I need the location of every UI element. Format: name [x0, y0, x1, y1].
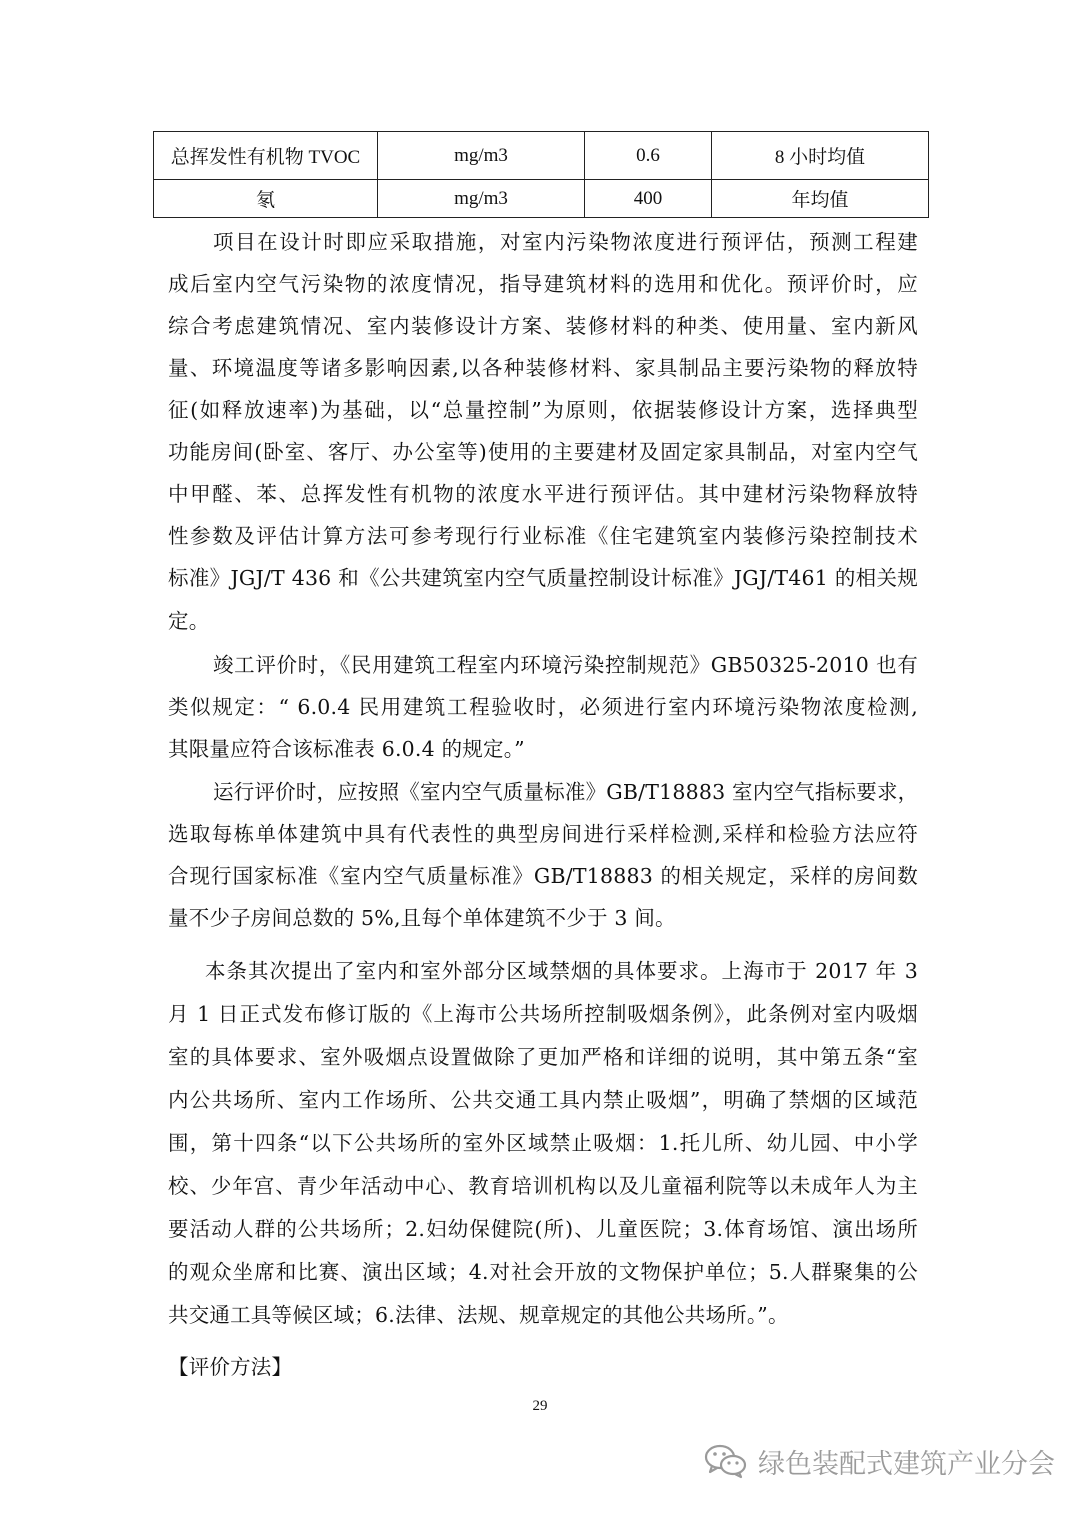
text-line: 的观众坐席和比赛、演出区域；4.对社会开放的文物保护单位；5.人群聚集的公	[168, 1260, 918, 1284]
watermark	[704, 1436, 1055, 1486]
text-line: 综合考虑建筑情况、室内装修设计方案、装修材料的种类、使用量、室内新风	[168, 314, 918, 338]
text-line: 其限量应符合该标准表 6.0.4 的规定。”	[168, 737, 525, 761]
table-cell: 8 小时均值	[712, 132, 929, 180]
text-line: 功能房间(卧室、客厅、办公室等)使用的主要建材及固定家具制品，对室内空气	[168, 440, 918, 464]
table-cell: 氡	[154, 180, 378, 218]
text-line: 性参数及评估计算方法可参考现行行业标准《住宅建筑室内装修污染控制技术	[168, 524, 918, 548]
table-cell: 总挥发性有机物 TVOC	[154, 132, 378, 180]
text-line: 要活动人群的公共场所；2.妇幼保健院(所)、儿童医院；3.体育场馆、演出场所	[168, 1217, 918, 1241]
table-cell: 年均值	[712, 180, 929, 218]
wechat-icon	[704, 1443, 748, 1479]
text-line: 量不少子房间总数的 5%,且每个单体建筑不少于 3 间。	[168, 906, 676, 930]
text-line: 成后室内空气污染物的浓度情况，指导建筑材料的选用和优化。预评价时，应	[168, 272, 918, 296]
table-cell: 400	[585, 180, 712, 218]
text-line: 共交通工具等候区域；6.法律、法规、规章规定的其他公共场所。”。	[168, 1303, 789, 1327]
text-line: 标准》JGJ/T 436 和《公共建筑室内空气质量控制设计标准》JGJ/T461 的相关规	[168, 566, 918, 590]
text-line: 选取每栋单体建筑中具有代表性的典型房间进行采样检测,采样和检验方法应符	[168, 822, 918, 846]
table-cell: mg/m3	[378, 180, 585, 218]
text-line: 中甲醛、苯、总挥发性有机物的浓度水平进行预评估。其中建材污染物释放特	[168, 482, 918, 506]
table-row	[154, 132, 929, 180]
text-line: 校、少年宫、青少年活动中心、教育培训机构以及儿童福利院等以未成年人为主	[168, 1174, 918, 1198]
text-line: 类似规定：“ 6.0.4 民用建筑工程验收时，必须进行室内环境污染物浓度检测,	[168, 695, 918, 719]
text-line: 量、环境温度等诸多影响因素,以各种装修材料、家具制品主要污染物的释放特	[168, 356, 918, 380]
table-cell: 0.6	[585, 132, 712, 180]
table-cell: mg/m3	[378, 132, 585, 180]
watermark-text: 绿色装配式建筑产业分会	[758, 1448, 1055, 1480]
text-line: 运行评价时，应按照《室内空气质量标准》GB/T18883 室内空气指标要求，	[213, 780, 918, 804]
table-row	[154, 180, 929, 218]
text-line: 定。	[168, 609, 210, 633]
text-line: 室的具体要求、室外吸烟点设置做除了更加严格和详细的说明，其中第五条“室	[168, 1045, 918, 1069]
section-heading: 【评价方法】	[168, 1355, 293, 1379]
pollutant-limit-table	[153, 131, 929, 218]
text-line: 月 1 日正式发布修订版的《上海市公共场所控制吸烟条例》，此条例对室内吸烟	[168, 1002, 918, 1026]
page-number: 29	[532, 1398, 548, 1414]
text-line: 竣工评价时，《民用建筑工程室内环境污染控制规范》GB50325-2010 也有	[213, 653, 918, 677]
text-line: 本条其次提出了室内和室外部分区域禁烟的具体要求。上海市于 2017 年 3	[205, 959, 918, 983]
text-line: 围，第十四条“以下公共场所的室外区域禁止吸烟：1.托儿所、幼儿园、中小学	[168, 1131, 918, 1155]
text-line: 内公共场所、室内工作场所、公共交通工具内禁止吸烟”，明确了禁烟的区域范	[168, 1088, 918, 1112]
text-line: 项目在设计时即应采取措施，对室内污染物浓度进行预评估，预测工程建	[213, 230, 918, 254]
text-line: 征(如释放速率)为基础，以“总量控制”为原则，依据装修设计方案，选择典型	[168, 398, 918, 422]
text-line: 合现行国家标准《室内空气质量标准》GB/T18883 的相关规定，采样的房间数	[168, 864, 918, 888]
